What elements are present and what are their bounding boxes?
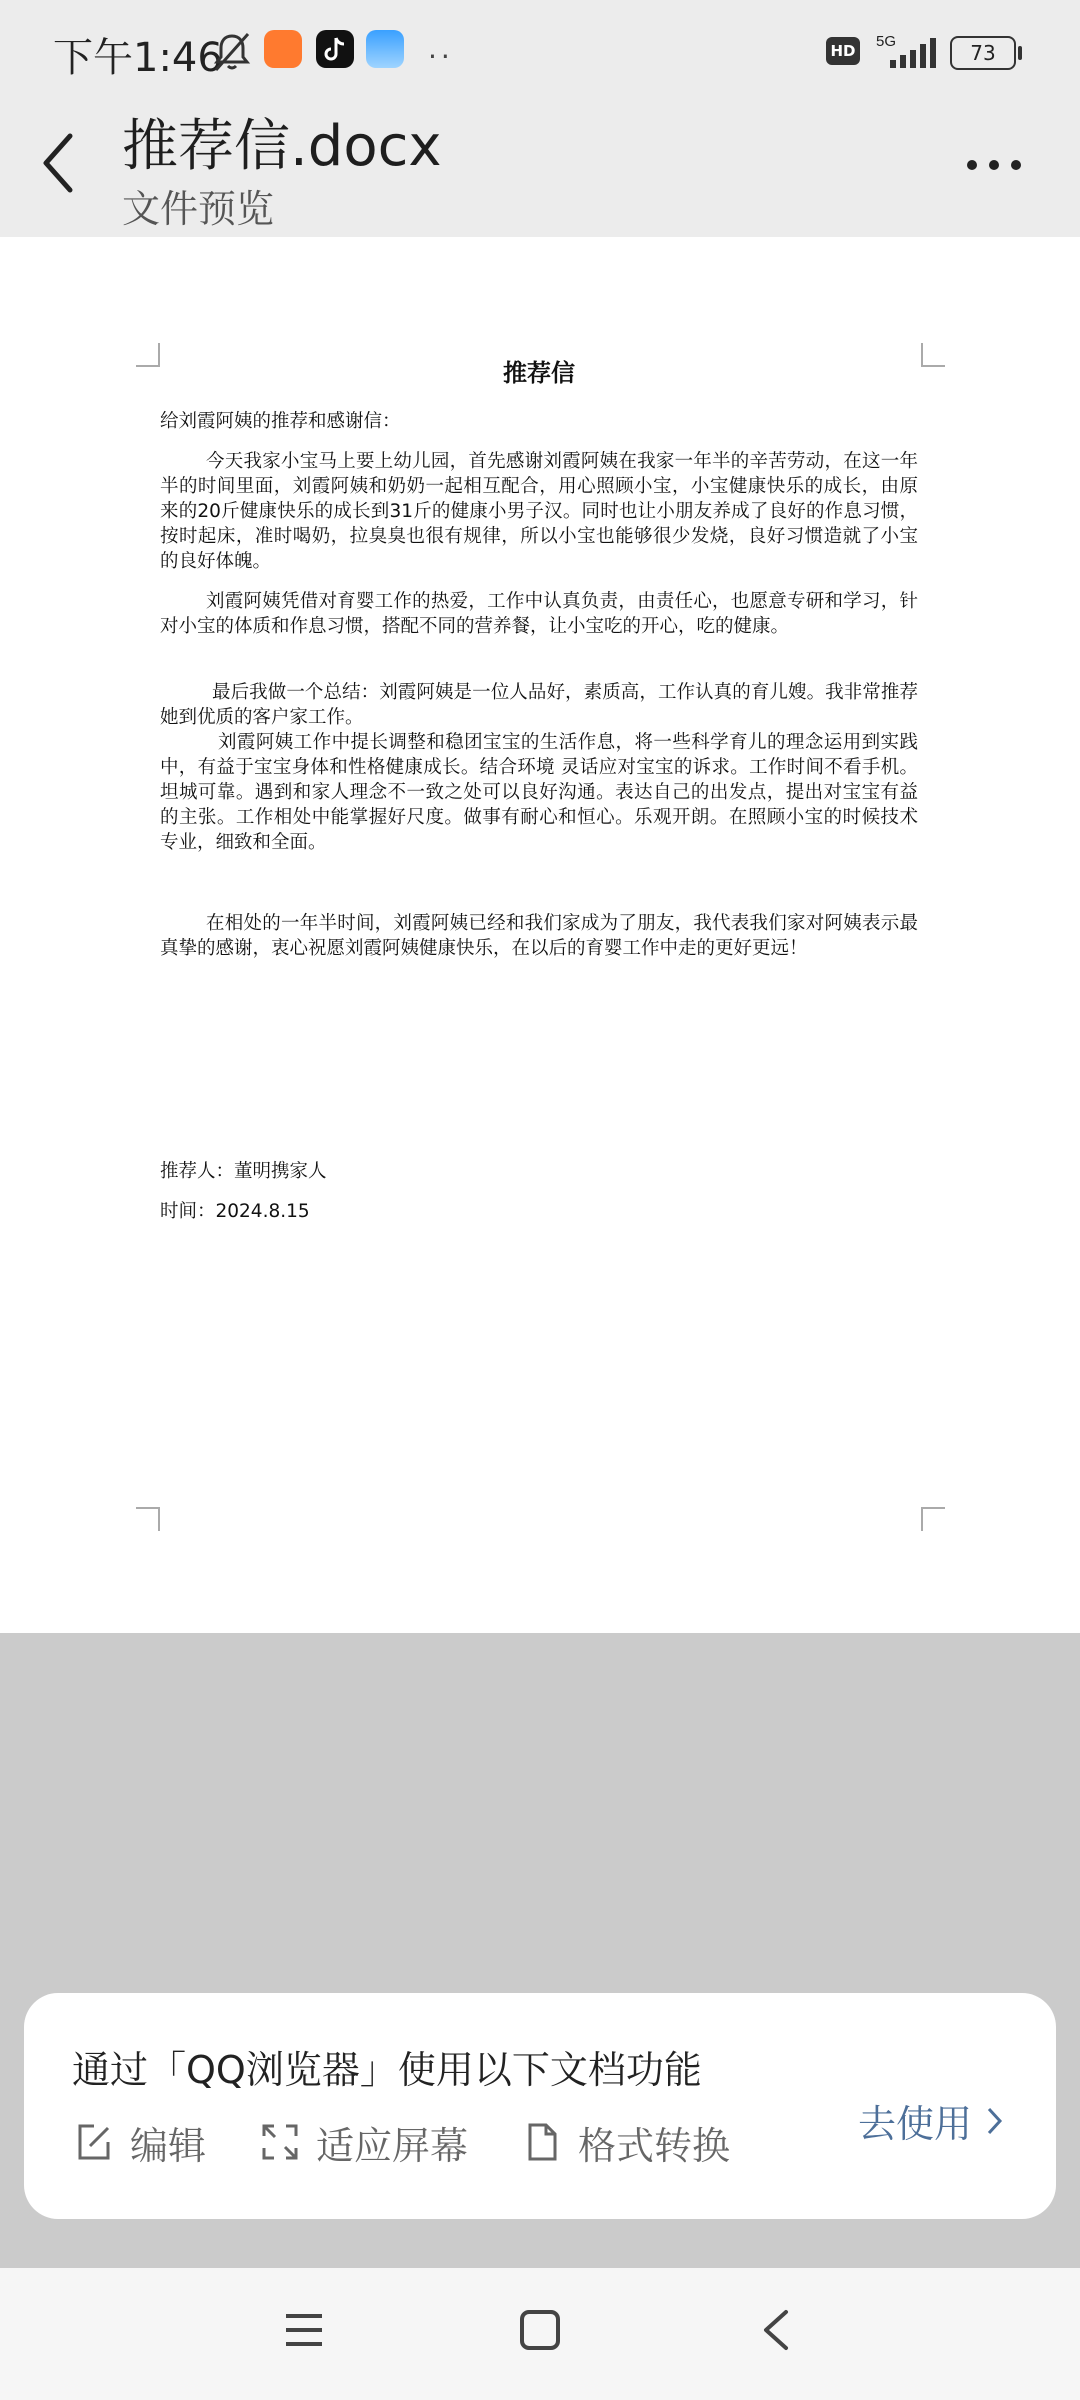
page-corner-mark xyxy=(136,343,160,367)
go-use-label: 去使用 xyxy=(858,2102,973,2146)
back-icon[interactable] xyxy=(756,2308,796,2352)
menu-icon[interactable] xyxy=(282,2308,326,2352)
page-subtitle: 文件预览 xyxy=(122,187,275,231)
system-nav-bar xyxy=(0,2268,1080,2400)
page-corner-mark xyxy=(136,1507,160,1531)
qq-browser-banner xyxy=(24,1993,1056,2219)
hd-badge: HD xyxy=(826,37,860,65)
chevron-right-icon xyxy=(984,2105,1004,2137)
fit-screen-label: 适应屏幕 xyxy=(316,2123,469,2168)
home-icon[interactable] xyxy=(518,2308,562,2352)
format-convert-label: 格式转换 xyxy=(578,2123,731,2168)
edit-label: 编辑 xyxy=(130,2123,207,2168)
tiktok-app-icon xyxy=(316,30,354,68)
network-label: 5G xyxy=(876,33,897,50)
page-title: 推荐信.docx xyxy=(122,114,442,179)
top-bar xyxy=(0,0,1080,237)
format-convert-feature-button[interactable] xyxy=(522,2117,730,2167)
status-time: 下午1:46 xyxy=(53,35,223,81)
page-corner-mark xyxy=(921,1507,945,1531)
page-corner-mark xyxy=(921,343,945,367)
document-paragraph: 刘霞阿姨凭借对育婴工作的热爱，工作中认真负责，由责任心，也愿意专研和学习，针对小宝的体质和作息习惯，搭配不同的营养餐，让小宝吃的开心，吃的健康。 xyxy=(160,591,918,637)
more-options-button[interactable] xyxy=(964,150,1024,180)
document-title: 推荐信 xyxy=(503,359,575,387)
status-bar xyxy=(0,0,1080,100)
edit-icon xyxy=(74,2122,114,2162)
document-page[interactable] xyxy=(0,237,1080,1633)
document-paragraph: 最后我做一个总结：刘霞阿姨是一位人品好，素质高，工作认真的育儿嫂。我非常推荐她到优质的客户家工作。 xyxy=(160,682,918,728)
document-icon xyxy=(522,2122,562,2162)
cloud-app-icon xyxy=(366,30,404,68)
go-use-button[interactable] xyxy=(858,2093,1004,2148)
document-recommender: 推荐人：董明携家人 xyxy=(160,1161,327,1182)
battery-indicator: 73 xyxy=(950,36,1016,70)
edit-feature-button[interactable] xyxy=(74,2117,206,2167)
document-paragraph: 今天我家小宝马上要上幼儿园，首先感谢刘霞阿姨在我家一年半的辛苦劳动，在这一年半的时间里面，刘霞阿姨和奶奶一起相互配合，用心照顾小宝，小宝健康快乐的成长，由原来的20斤健康快乐的成长到31斤的健康小男子汉。同时也让小朋友养成了良好的作息习惯，按时起床，准时喝奶，拉臭臭也很有规律，所以小宝也能够很少发烧，良好习惯造就了小宝的良好体魄。 xyxy=(160,451,918,572)
document-paragraph: 在相处的一年半时间，刘霞阿姨已经和我们家成为了朋友，我代表我们家对阿姨表示最真挚的感谢，衷心祝愿刘霞阿姨健康快乐，在以后的育婴工作中走的更好更远！ xyxy=(160,913,918,959)
mute-icon xyxy=(210,30,254,74)
document-date: 时间：2024.8.15 xyxy=(160,1201,310,1222)
banner-text: 通过「QQ浏览器」使用以下文档功能 xyxy=(72,2048,702,2092)
shopping-app-icon xyxy=(264,30,302,68)
document-paragraph: 刘霞阿姨工作中提长调整和稳团宝宝的生活作息，将一些科学育儿的理念运用到实践中，有益于宝宝身体和性格健康成长。结合环境 灵话应对宝宝的诉求。工作时间不看手机。坦城可靠。遇到和家人理念不一致之处可以良好沟通。表达自己的出发点，提出对宝宝有益的主张。工作相处中能掌握好尺度。做事有耐心和恒心。乐观开朗。在照顾小宝的时候技术专业，细致和全面。 xyxy=(160,732,918,853)
fit-screen-feature-button[interactable] xyxy=(260,2117,468,2167)
fit-screen-icon xyxy=(260,2122,300,2162)
back-button[interactable] xyxy=(34,128,84,198)
signal-icon xyxy=(872,32,942,72)
more-notifications-icon: ·· xyxy=(428,40,454,73)
document-greeting: 给刘霞阿姨的推荐和感谢信： xyxy=(160,411,401,432)
